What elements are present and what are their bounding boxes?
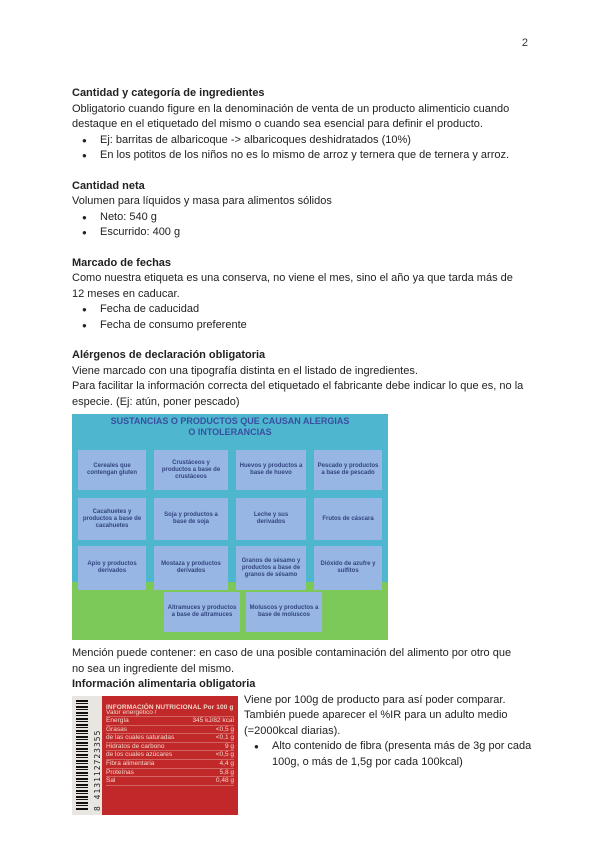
paragraph-line: especie. (Ej: atún, poner pescado) (72, 395, 240, 408)
barcode (72, 696, 102, 815)
paragraph-line: destaque en el etiquetado del mismo o cuando sea esencial para definir el producto. (72, 118, 483, 130)
paragraph-line: Viene marcado con una tipografía distinta en el listado de ingredientes. (72, 364, 418, 377)
list-item: ● En los potitos de los niños no es lo mismo de arroz y ternera que de ternera y arroz. (100, 148, 532, 164)
row-value: <0,5 g (215, 725, 234, 733)
list-item: ● Neto: 540 g (100, 210, 532, 226)
paragraph-line: 12 meses en caducar. (72, 287, 180, 300)
table-row (106, 769, 234, 778)
nutrition-text (244, 693, 534, 771)
figure-title (72, 416, 388, 438)
table-row (106, 709, 234, 718)
allergen-cell: Soja y productos a base de soja (154, 498, 228, 540)
heading-net-quantity: Cantidad neta (72, 179, 145, 192)
figure-title-line: O INTOLERANCIAS (188, 427, 272, 437)
allergen-cell: Cereales que contengan gluten (78, 450, 146, 490)
heading-ingredients: Cantidad y categoría de ingredientes (72, 87, 265, 99)
allergens-figure (72, 414, 388, 640)
list-item: ● Alto contenido de fibra (presenta más de 3g por cada 100g, o más de 1,5g por cada 100kcal) (272, 739, 534, 770)
paragraph-line: Viene por 100g de producto para así poder comparar. (244, 693, 506, 706)
figure-title-line: SUSTANCIAS O PRODUCTOS QUE CAUSAN ALERGIAS (110, 416, 350, 426)
row-value: <0,1 g (215, 734, 234, 742)
row-value: <0,5 g (215, 751, 234, 759)
row-value: 4,4 g (219, 760, 234, 768)
row-label: Energía (106, 717, 129, 725)
section-nutrition (72, 677, 532, 813)
table-row (106, 726, 234, 735)
paragraph-line: También puede aparecer el %IR para un adulto medio (244, 709, 508, 721)
list-item: ● Ej: barritas de albaricoque -> albaricoques deshidratados (10%) (100, 133, 532, 149)
row-label: de las cuales saturadas (106, 734, 175, 742)
paragraph-line: Como nuestra etiqueta es una conserva, no viene el mes, sino el año ya que tarda más de (72, 272, 513, 284)
nutrition-table (106, 709, 234, 786)
table-row (106, 777, 234, 786)
allergen-cell: Crustáceos y productos a base de crustáceos (154, 450, 228, 490)
row-label: Grasas (106, 725, 127, 733)
table-row (106, 751, 234, 760)
document-body (72, 86, 532, 813)
allergen-cell: Moluscos y productos a base de moluscos (246, 592, 322, 632)
section-ingredients (72, 86, 532, 164)
allergen-cell: Granos de sésamo y productos a base de granos de sésamo (236, 546, 306, 590)
allergen-cell: Leche y sus derivados (236, 498, 306, 540)
nutrition-table-title: INFORMACIÓN NUTRICIONAL Por 100 g (106, 703, 234, 711)
allergen-cell: Dióxido de azufre y sulfitos (314, 546, 382, 590)
paragraph-line: Para facilitar la información correcta del etiquetado el fabricante debe indicar lo que es, no la (72, 380, 524, 392)
barcode-digits: 8 413112723355 (93, 729, 102, 811)
table-row (106, 743, 234, 752)
allergen-cell: Frutos de cáscara (314, 498, 382, 540)
row-value: 9 g (224, 742, 234, 750)
heading-allergens: Alérgenos de declaración obligatoria (72, 349, 266, 361)
section-net-quantity (72, 179, 532, 241)
allergen-cell: Apio y productos derivados (78, 546, 146, 590)
barcode-bars (76, 700, 88, 811)
bullet-list (72, 133, 532, 164)
paragraph-line: Obligatorio cuando figure en la denominación de venta de un producto alimenticio cuando (72, 102, 510, 115)
list-item: ● Fecha de caducidad (100, 302, 532, 318)
table-row (106, 717, 234, 726)
bullet-list (72, 302, 532, 333)
nutrition-row (72, 693, 532, 813)
allergen-cell: Huevos y productos a base de huevo (236, 450, 306, 490)
list-item: ● Fecha de consumo preferente (100, 318, 532, 334)
row-value: 5,8 g (219, 768, 234, 776)
section-allergens (72, 348, 532, 677)
heading-nutrition: Información alimentaria obligatoria (72, 678, 256, 690)
nutrition-label-photo (72, 696, 238, 815)
row-value: 0,48 g (215, 777, 234, 785)
row-label: Hidratos de carbono (106, 742, 165, 750)
heading-dates: Marcado de fechas (72, 256, 172, 269)
paragraph-line: (=2000kcal diarias). (244, 724, 341, 737)
row-label: Fibra alimentaria (106, 760, 155, 768)
allergen-cell: Mostaza y productos derivados (154, 546, 228, 590)
row-label: de los cuales azúcares (106, 751, 173, 759)
allergen-cell: Cacahuetes y productos a base de cacahuetes (78, 498, 146, 540)
bullet-list (72, 210, 532, 241)
bullet-list (244, 739, 534, 770)
paragraph-line: Volumen para líquidos y masa para alimentos sólidos (72, 195, 332, 207)
paragraph-line: Mención puede contener: en caso de una posible contaminación del alimento por otro que (72, 647, 512, 659)
page-number: 2 (521, 37, 528, 49)
row-label: Sal (106, 777, 116, 785)
section-dates (72, 256, 532, 334)
allergen-cell: Pescado y productos a base de pescado (314, 450, 382, 490)
list-item: ● Escurrido: 400 g (100, 225, 532, 241)
row-label: Valor energético / (106, 708, 157, 716)
paragraph-line: no sea un ingrediente del mismo. (72, 662, 235, 675)
row-value: 345 kJ/82 kcal (192, 717, 234, 725)
table-row (106, 734, 234, 743)
table-row (106, 760, 234, 769)
row-label: Proteínas (106, 768, 134, 776)
allergen-cell: Altramuces y productos a base de altramuces (164, 592, 240, 632)
